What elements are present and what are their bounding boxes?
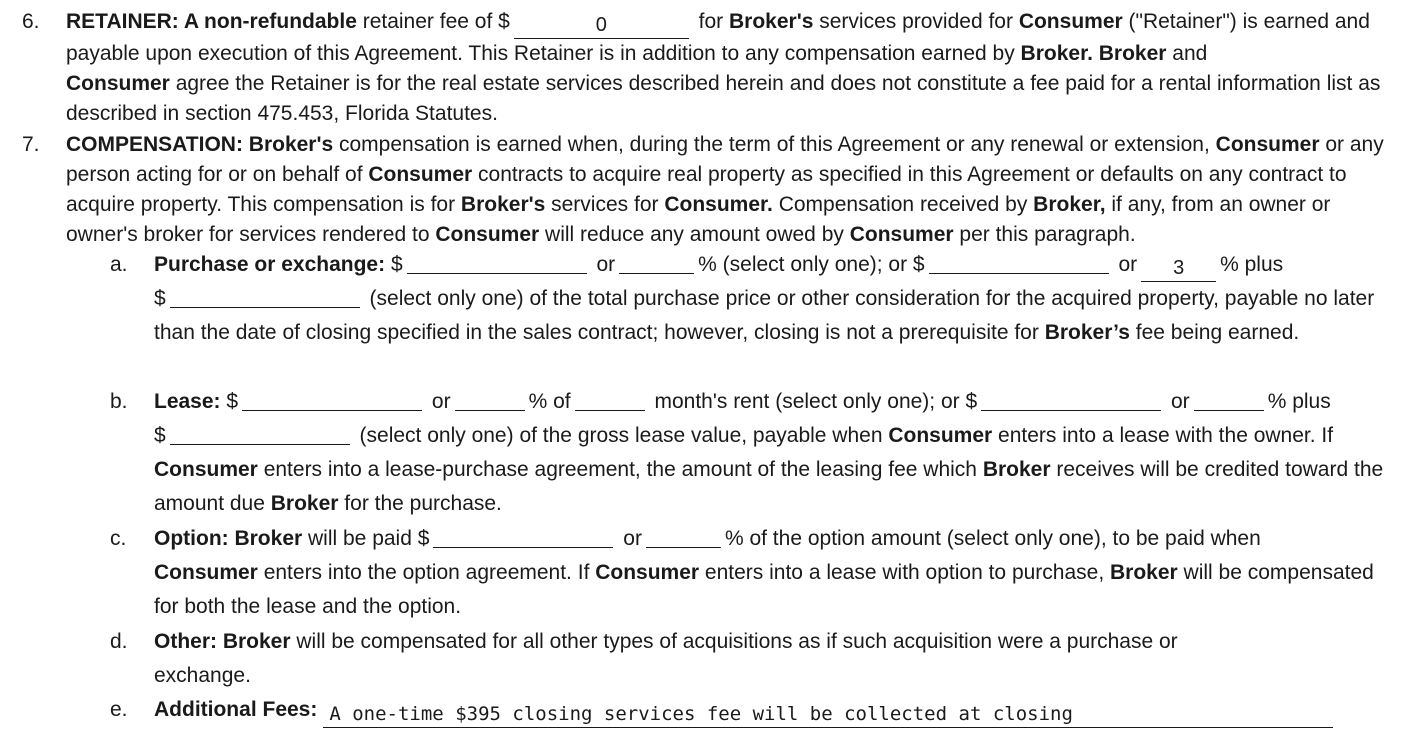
subsection-title: Option: Broker [154,527,303,550]
lease-percent-alt-field[interactable] [1194,386,1264,411]
subsection-title: Additional Fees: [154,698,318,721]
subsection-d-text: Other: Broker will be compensated for all other types of acquisitions as if such acquisition were a purchase or exchange. [154,630,1178,687]
purchase-amount-field[interactable] [407,249,587,274]
additional-fees-field[interactable]: A one-time $395 closing services fee will be collected at closing [323,702,1333,728]
option-percent-field[interactable] [646,523,721,548]
lease-plus-amount-field[interactable] [170,420,350,445]
lease-percent-field[interactable] [455,386,525,411]
section-number: 6. [22,10,40,33]
purchase-plus-amount-field[interactable] [170,283,360,308]
subsection-letter: c. [110,527,127,550]
section-number: 7. [22,133,40,156]
section-7-text: COMPENSATION: Broker's compensation is earned when, during the term of this Agreement or any renewal or extension, Consumer or any person acting for or on behalf of Consumer contracts to acquire real property as specified in this Agreement or defaults on any contract to acquire property. This compensation is for Broker's services for Consumer. Compensation received by Broker, if any, from an owner or owner's broker for services rendered to Consumer will reduce any amount owed by Consumer per this paragraph. [66,133,1384,246]
subsection-e-text [154,693,1404,728]
section-6-text: RETAINER: A non-refundable retainer fee of $ 0 for Broker's services provided for Consumer ("Retainer") is earned and payable upon execution of this Agreement. This Retainer is in addition to any compensation earned by Broker. Broker and Consumer agree the Retainer is for the real estate services described herein and does not constitute a fee paid for a rental information list as described in section 475.453, Florida Statutes. [66,10,1381,125]
purchase-amount-alt-field[interactable] [929,249,1109,274]
subsection-b-text: Lease: $ or % of month's rent (select only one); or $ or % plus $ (select only one) of the gross lease value, payable when Consumer enters into a lease with the owner. If Consumer enters into a lease-purchase agreement, the amount of the leasing fee which Broker receives will be credited toward the amount due Broker for the purchase. [154,385,1386,521]
subsection-title: Purchase or exchange: [154,253,386,276]
lease-amount-alt-field[interactable] [981,386,1161,411]
subsection-title: Lease: [154,390,221,413]
lease-amount-field[interactable] [242,386,422,411]
section-title: COMPENSATION: Broker's [66,133,334,156]
lease-months-field[interactable] [575,386,645,411]
subsection-c-text: Option: Broker will be paid $ or % of the option amount (select only one), to be paid when Consumer enters into the option agreement. If Consumer enters into a lease with option to purchase, Broker will be compensated for both the lease and the option. [154,522,1386,624]
subsection-a-text: Purchase or exchange: $ or % (select only one); or $ or 3 % plus $ (select only one) of the total purchase price or other consideration for the acquired property, payable no later than the date of closing specified in the sales contract; however, closing is not a prerequisite for Broker’s fee being earned. [154,248,1386,350]
subsection-letter: d. [110,630,128,653]
option-amount-field[interactable] [433,523,613,548]
section-title: RETAINER: A non-refundable [66,10,357,33]
subsection-title: Other: Broker [154,630,291,653]
retainer-amount-field[interactable]: 0 [514,14,689,39]
subsection-letter: b. [110,390,128,413]
subsection-letter: a. [110,253,128,276]
purchase-percent-alt-field[interactable]: 3 [1141,257,1216,282]
purchase-percent-field[interactable] [619,249,694,274]
subsection-letter: e. [110,698,128,721]
